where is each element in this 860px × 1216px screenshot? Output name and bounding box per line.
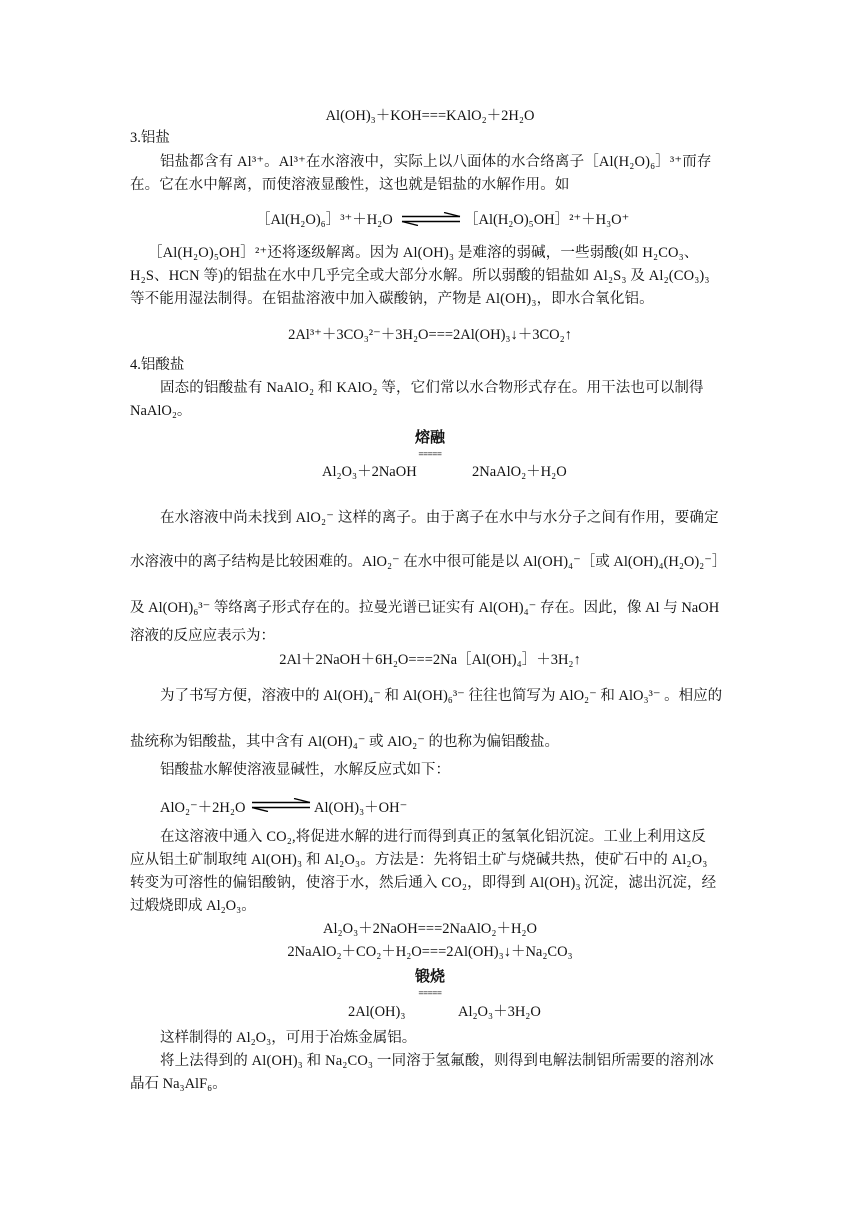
paragraph-line: 在。它在水中解离，而使溶液显酸性，这也就是铝盐的水解作用。如 [130, 177, 570, 193]
paragraph-line: 晶石 Na₃AlF₆。 [130, 1076, 227, 1092]
equation-dry-method-left: Al₂O₃＋2NaOH [322, 464, 417, 480]
paragraph-line: ［Al(H₂O)₅OH］²⁺还将逐级解离。因为 Al(OH)₃ 是难溶的弱碱，一些弱酸(如 H₂CO₃、 [148, 245, 699, 261]
equation-calcination-right: Al₂O₃＋3H₂O [458, 1004, 541, 1020]
paragraph-line: 转变为可溶性的偏铝酸钠，使溶于水，然后通入 CO₂，即得到 Al(OH)₃ 沉淀，滤出沉淀，经 [130, 875, 717, 891]
equation-aluminate-hydrolysis-right: Al(OH)₃＋OH⁻ [314, 800, 408, 816]
paragraph-line: 及 Al(OH)₆³⁻ 等络离子形式存在的。拉曼光谱已证实有 Al(OH)₄⁻ 存在。因此，像 Al 与 NaOH [130, 600, 720, 616]
equation-hydrolysis-right: ［Al(H₂O)₅OH］²⁺＋H₃O⁺ [464, 212, 630, 228]
equation-aloh3-koh: Al(OH)₃＋KOH===KAlO₂＋2H₂O [325, 108, 535, 124]
paragraph-line: H₂S、HCN 等)的铝盐在水中几乎完全或大部分水解。所以弱酸的铝盐如 Al₂S₃ 及 Al₂(CO₃)₃ [130, 268, 710, 284]
condition-equals-sign: ===== [418, 449, 442, 459]
condition-label-melt: 熔融 [414, 430, 445, 446]
equation-alumina-naoh: Al₂O₃＋2NaOH===2NaAlO₂＋H₂O [323, 921, 537, 937]
paragraph-line: 等不能用湿法制得。在铝盐溶液中加入碳酸钠，产物是 Al(OH)₃，即水合氧化铝。 [130, 291, 654, 307]
paragraph-line: 过煅烧即成 Al₂O₃。 [130, 898, 256, 914]
equation-aluminate-hydrolysis-left: AlO₂⁻＋2H₂O [160, 800, 246, 816]
section-heading-aluminum-salts: 3.铝盐 [130, 130, 170, 146]
paragraph-line: NaAlO₂。 [130, 403, 192, 419]
paragraph-line: 铝盐都含有 Al³⁺。Al³⁺在水溶液中，实际上以八面体的水合络离子［Al(H₂O)₆］³⁺而存 [160, 154, 712, 170]
equation-dry-method-right: 2NaAlO₂＋H₂O [472, 464, 567, 480]
paragraph-line: 为了书写方便，溶液中的 Al(OH)₄⁻ 和 Al(OH)₆³⁻ 往往也简写为 AlO₂⁻ 和 AlO₃³⁻ 。相应的 [160, 688, 723, 704]
paragraph-line: 在水溶液中尚未找到 AlO₂⁻ 这样的离子。由于离子在水中与水分子之间有作用，要确定 [160, 510, 719, 526]
paragraph-line: 固态的铝酸盐有 NaAlO₂ 和 KAlO₂ 等，它们常以水合物形式存在。用干法也可以制得 [160, 380, 704, 396]
condition-label-calcine: 锻烧 [414, 969, 445, 985]
paragraph-line: 应从铝土矿制取纯 Al(OH)₃ 和 Al₂O₃。方法是：先将铝土矿与烧碱共热，使矿石中的 Al₂O₃ [130, 852, 708, 868]
paragraph-line: 铝酸盐水解使溶液显碱性，水解反应式如下： [160, 762, 450, 778]
equilibrium-arrow-icon [250, 798, 312, 812]
equation-co2-precipitation: 2NaAlO₂＋CO₂＋H₂O===2Al(OH)₃↓＋Na₂CO₃ [287, 944, 573, 960]
equation-al-naoh: 2Al＋2NaOH＋6H₂O===2Na［Al(OH)₄］＋3H₂↑ [279, 652, 581, 668]
equation-hydrolysis-left: ［Al(H₂O)₆］³⁺＋H₂O [256, 212, 393, 228]
paragraph-line: 溶液的反应应表示为： [130, 628, 275, 644]
equation-carbonate-hydrolysis: 2Al³⁺＋3CO₃²⁻＋3H₂O===2Al(OH)₃↓＋3CO₂↑ [288, 327, 572, 343]
paragraph-line: 这样制得的 Al₂O₃，可用于冶炼金属铝。 [160, 1030, 417, 1046]
section-heading-aluminates: 4.铝酸盐 [130, 357, 185, 373]
paragraph-line: 在这溶液中通入 CO₂,将促进水解的进行而得到真正的氢氧化铝沉淀。工业上利用这反 [160, 829, 706, 845]
condition-equals-sign: ===== [418, 988, 442, 998]
paragraph-line: 将上法得到的 Al(OH)₃ 和 Na₂CO₃ 一同溶于氢氟酸，则得到电解法制铝所需要的溶剂冰 [160, 1053, 714, 1069]
paragraph-line: 水溶液中的离子结构是比较困难的。AlO₂⁻ 在水中很可能是以 Al(OH)₄⁻［或 Al(OH)₄(H₂O)₂⁻］ [130, 554, 727, 570]
equation-calcination-left: 2Al(OH)₃ [348, 1004, 406, 1020]
paragraph-line: 盐统称为铝酸盐，其中含有 Al(OH)₄⁻ 或 AlO₂⁻ 的也称为偏铝酸盐。 [130, 734, 559, 750]
equilibrium-arrow-icon [400, 212, 462, 226]
